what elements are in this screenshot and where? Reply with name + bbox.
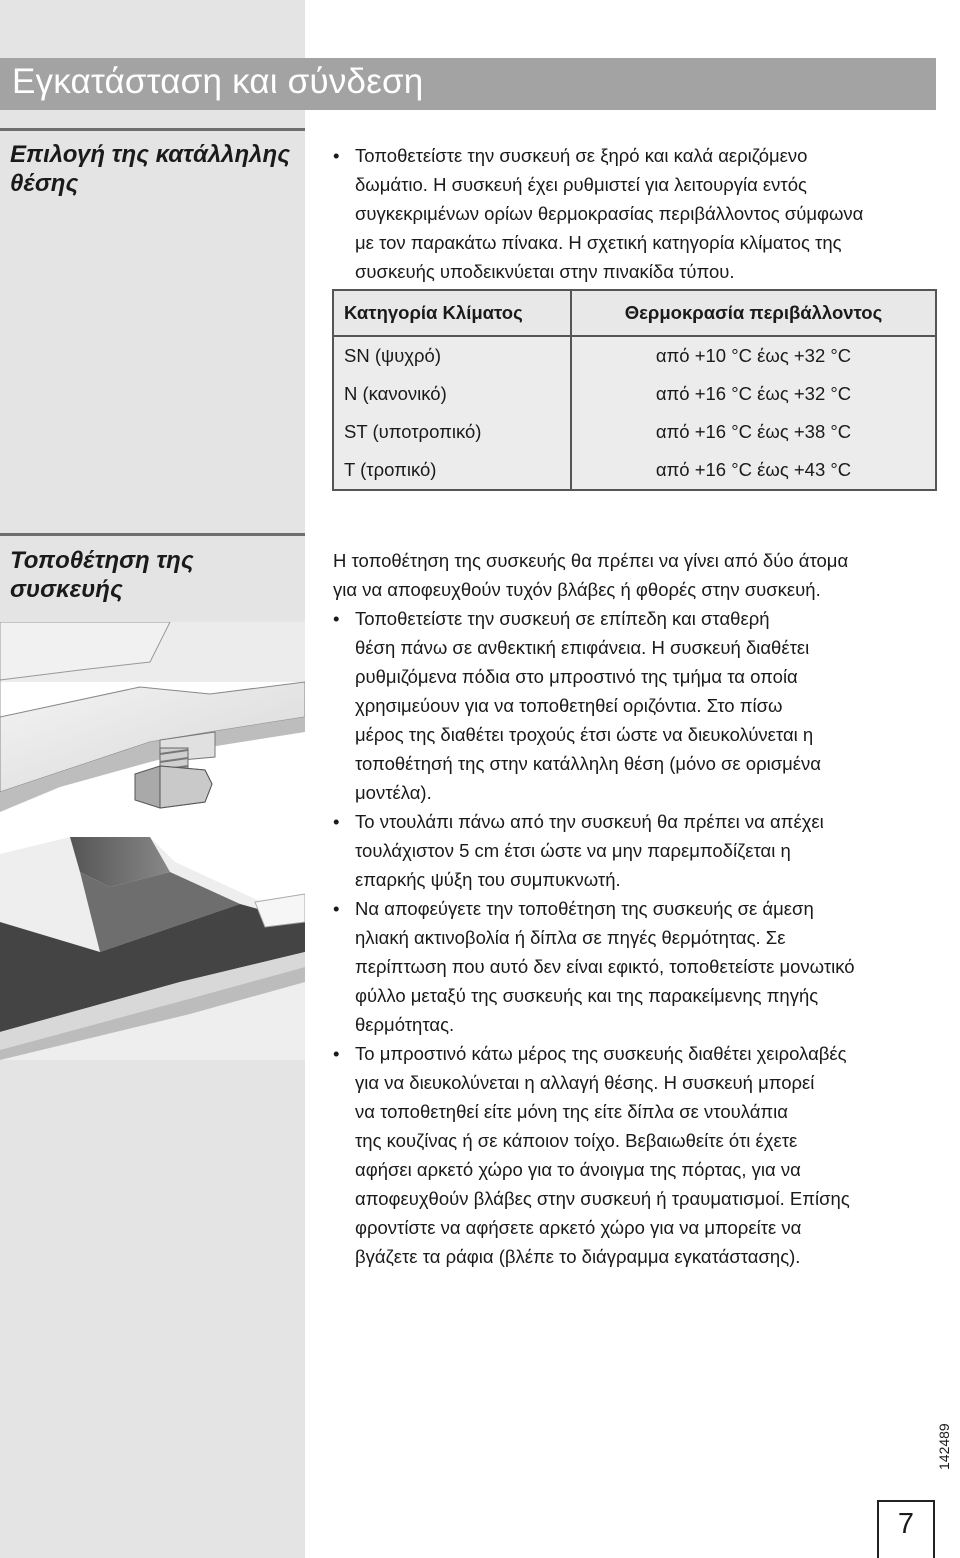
table-cell: από +16 °C έως +38 °C <box>571 413 936 451</box>
text-line: τουλάχιστον 5 cm έτσι ώστε να μην παρεμποδίζεται η <box>355 840 791 861</box>
text-line: μοντέλα). <box>355 782 432 803</box>
text-line: συγκεκριμένων ορίων θερμοκρασίας περιβάλλοντος σύμφωνα <box>355 203 864 224</box>
text-line: τοποθέτησή της στην κατάλληλη θέση (μόνο σε ορισμένα <box>355 753 821 774</box>
intro-paragraph <box>333 546 933 604</box>
text-line: θέση πάνω σε ανθεκτική επιφάνεια. Η συσκευή διαθέτει <box>355 637 810 658</box>
page-title: Εγκατάσταση και σύνδεση <box>12 62 424 101</box>
text-line: συσκευής υποδεικνύεται στην πινακίδα τύπου. <box>355 261 735 282</box>
text-line: μέρος της διαθέτει τροχούς έτσι ώστε να διευκολύνεται η <box>355 724 814 745</box>
title-bar <box>0 58 936 110</box>
page-number-box <box>877 1500 935 1558</box>
table-row <box>333 375 936 413</box>
text-line: ηλιακή ακτινοβολία ή δίπλα σε πηγές θερμότητας. Σε <box>355 927 786 948</box>
table-header-row <box>333 290 936 336</box>
page-number: 7 <box>897 1508 915 1540</box>
document-code: 142489 <box>936 1423 952 1470</box>
table-cell: SN (ψυχρό) <box>333 336 571 375</box>
section-rule <box>0 128 305 131</box>
table-row <box>333 413 936 451</box>
text-line: χρησιμεύουν για να τοποθετηθεί οριζόντια. Στο πίσω <box>355 695 783 716</box>
table-header-temperature: Θερμοκρασία περιβάλλοντος <box>571 290 936 336</box>
table-row <box>333 451 936 490</box>
text-line: φροντίστε να αφήσετε αρκετό χώρο για να μπορείτε να <box>355 1217 802 1238</box>
text-line: να τοποθετηθεί είτε μόνη της είτε δίπλα σε ντουλάπια <box>355 1101 788 1122</box>
text-line: • Τοποθετείστε την συσκευή σε ξηρό και καλά αεριζόμενο <box>355 145 808 166</box>
text-line: φύλλο μεταξύ της συσκευής και της παρακείμενης πηγής <box>355 985 819 1006</box>
text-line: Η τοποθέτηση της συσκευής θα πρέπει να γίνει από δύο άτομα <box>333 550 849 571</box>
text-line: ρυθμιζόμενα πόδια στο μπροστινό της τμήμα τα οποία <box>355 666 798 687</box>
section-heading-location: Επιλογή της κατάλληλης θέσης <box>10 141 290 197</box>
text-line: περίπτωση που αυτό δεν είναι εφικτό, τοποθετείστε μονωτικό <box>355 956 855 977</box>
adjustable-foot-illustration <box>0 622 305 1060</box>
text-line: αποφευχθούν βλάβες στην συσκευή ή τραυματισμοί. Επίσης <box>355 1188 850 1209</box>
bullet-item <box>333 604 933 807</box>
text-line: δωμάτιο. Η συσκευή έχει ρυθμιστεί για λειτουργία εντός <box>355 174 807 195</box>
text-line: βγάζετε τα ράφια (βλέπε το διάγραμμα εγκατάστασης). <box>355 1246 801 1267</box>
text-line: αφήσει αρκετό χώρο για το άνοιγμα της πόρτας, για να <box>355 1159 801 1180</box>
text-line: • Το μπροστινό κάτω μέρος της συσκευής διαθέτει χειρολαβές <box>355 1043 847 1064</box>
text-line: θερμότητας. <box>355 1014 455 1035</box>
bullet-item <box>333 1039 933 1271</box>
text-line: • Να αποφεύγετε την τοποθέτηση της συσκευής σε άμεση <box>355 898 814 919</box>
text-line: για να διευκολύνεται η αλλαγή θέσης. Η συσκευή μπορεί <box>355 1072 815 1093</box>
section-heading-placement: Τοποθέτηση της συσκευής <box>10 547 194 603</box>
table-cell: από +16 °C έως +32 °C <box>571 375 936 413</box>
text-line: της κουζίνας ή σε κάποιον τοίχο. Βεβαιωθείτε ότι έχετε <box>355 1130 798 1151</box>
bullet-item <box>333 141 933 286</box>
text-line: με τον παρακάτω πίνακα. Η σχετική κατηγορία κλίματος της <box>355 232 842 253</box>
text-line: • Τοποθετείστε την συσκευή σε επίπεδη και σταθερή <box>355 608 770 629</box>
climate-class-table <box>332 289 937 491</box>
bullet-item <box>333 894 933 1039</box>
table-cell: από +16 °C έως +43 °C <box>571 451 936 490</box>
text-line: για να αποφευχθούν τυχόν βλάβες ή φθορές στην συσκευή. <box>333 579 821 600</box>
table-cell: από +10 °C έως +32 °C <box>571 336 936 375</box>
section-rule <box>0 533 305 536</box>
section1-content <box>333 141 933 286</box>
bullet-item <box>333 807 933 894</box>
text-line: επαρκής ψύξη του συμπυκνωτή. <box>355 869 621 890</box>
table-cell: T (τροπικό) <box>333 451 571 490</box>
section2-content <box>333 546 933 1271</box>
table-cell: N (κανονικό) <box>333 375 571 413</box>
table-row <box>333 336 936 375</box>
text-line: • Το ντουλάπι πάνω από την συσκευή θα πρέπει να απέχει <box>355 811 824 832</box>
table-cell: ST (υποτροπικό) <box>333 413 571 451</box>
table-header-climate: Κατηγορία Κλίματος <box>333 290 571 336</box>
